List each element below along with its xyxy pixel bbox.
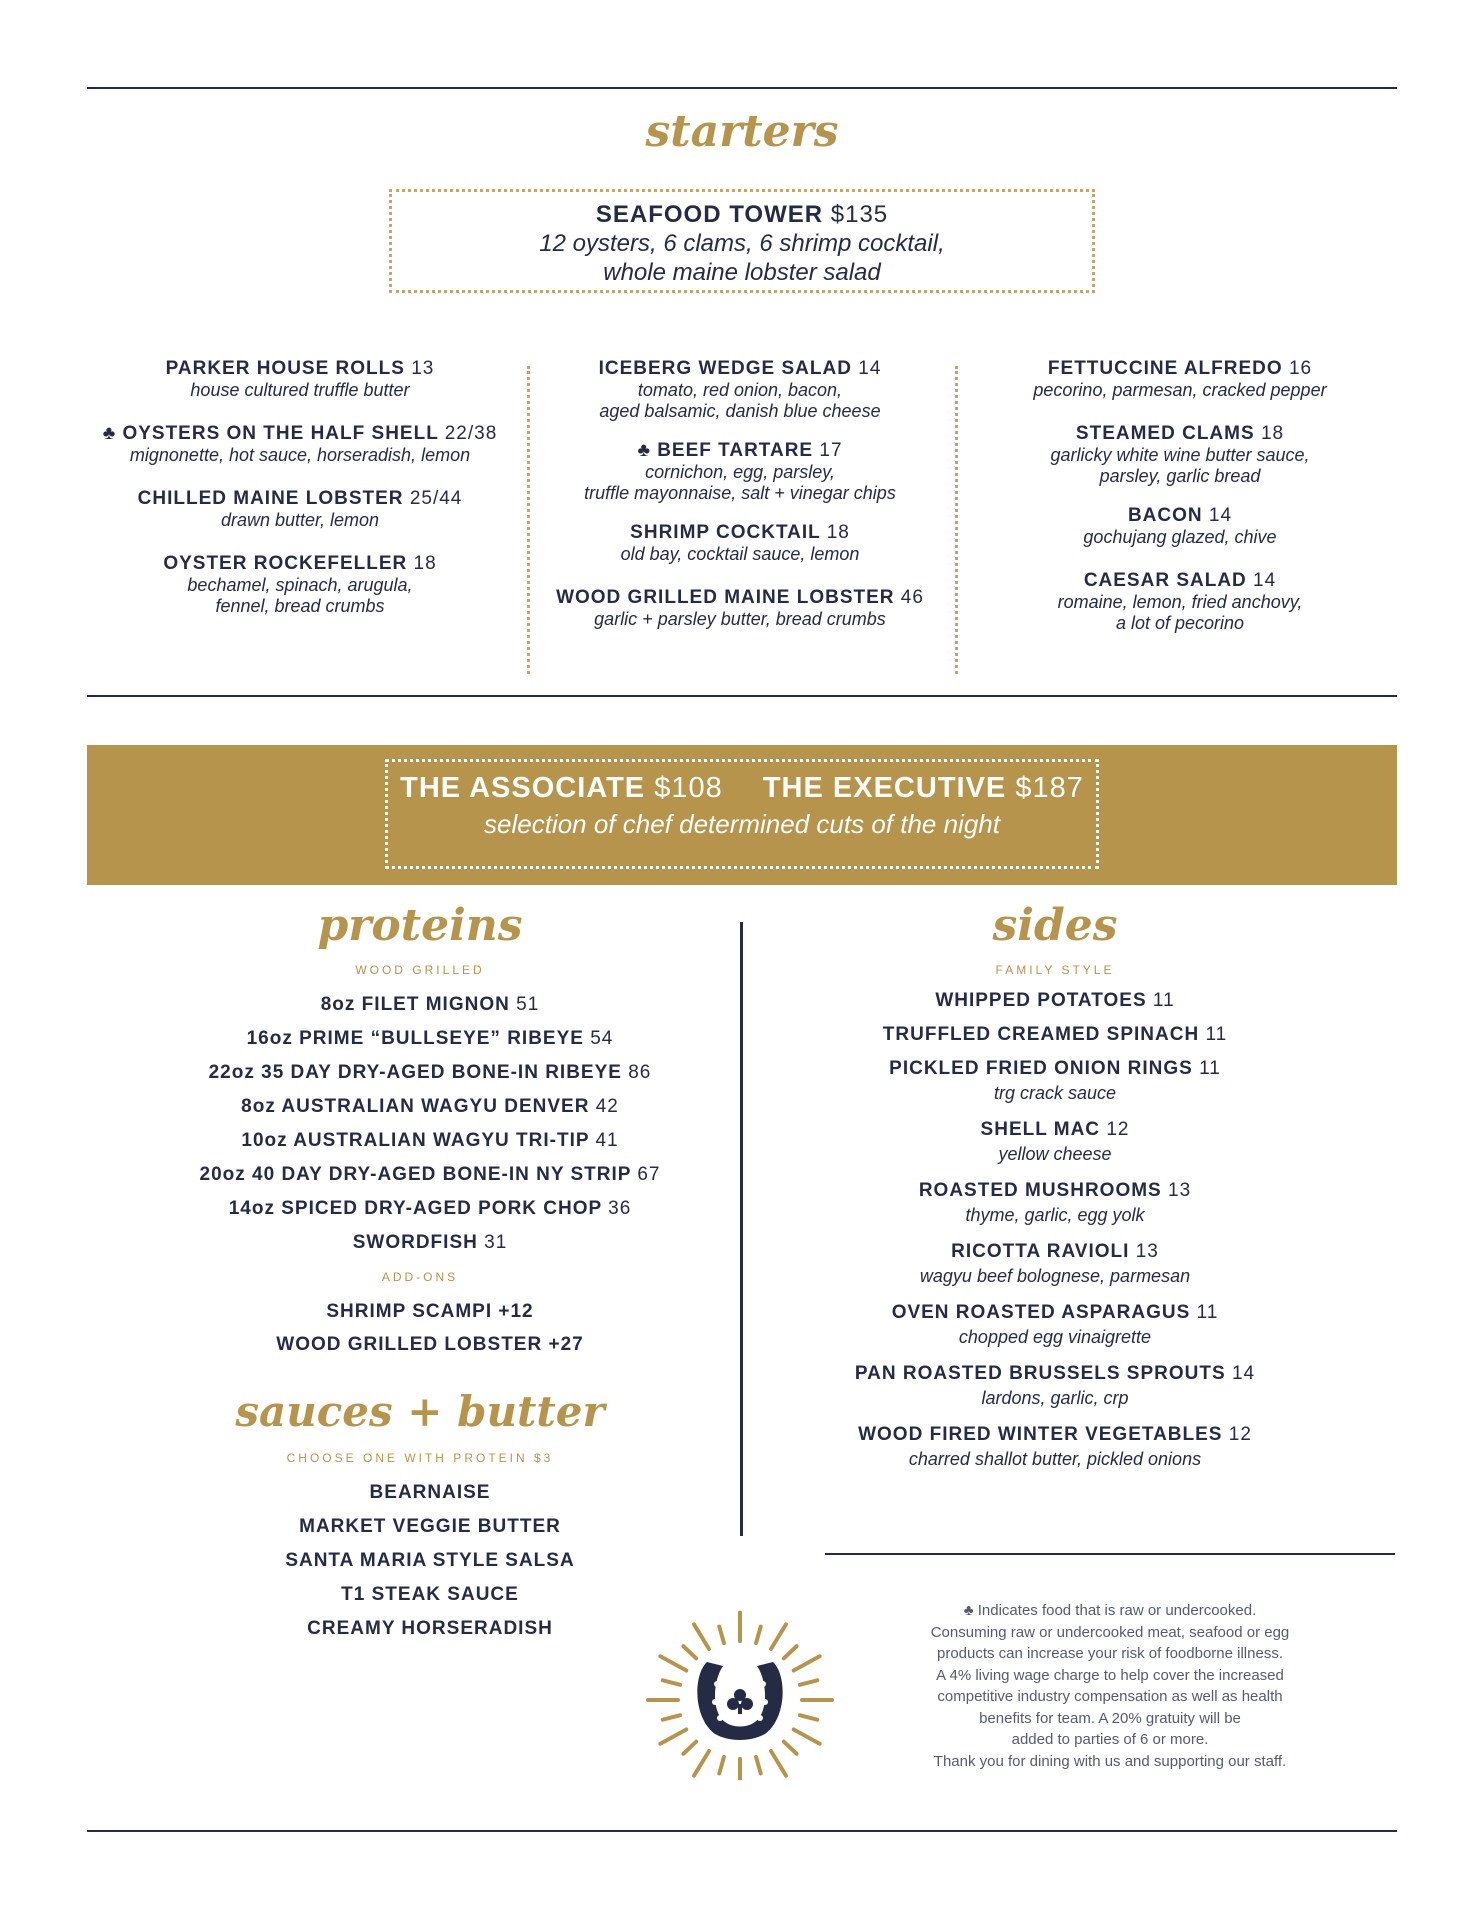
side-item (805, 1056, 1305, 1106)
sunburst-ray (771, 1751, 786, 1776)
side-item-price: 11 (1199, 1058, 1221, 1079)
protein-item (130, 1124, 730, 1158)
protein-item-name: 8oz AUSTRALIAN WAGYU DENVER (241, 1096, 590, 1117)
starter-item-desc: house cultured truffle butter (190, 380, 410, 400)
starter-item-title (535, 440, 945, 462)
starter-item-name: ICEBERG WEDGE SALAD (598, 358, 852, 379)
starters-column-1 (90, 358, 510, 635)
starter-item-name: ♣ OYSTERS ON THE HALF SHELL (102, 423, 439, 444)
protein-item-name: 16oz PRIME “BULLSEYE” RIBEYE (246, 1028, 584, 1049)
associate-price: $108 (654, 772, 723, 804)
disclaimer-line: A 4% living wage charge to help cover the increased (936, 1666, 1284, 1684)
starter-item-name: SHRIMP COCKTAIL (630, 522, 821, 543)
proteins-title: proteins (317, 900, 523, 951)
starter-item-desc: tomato, red onion, bacon, aged balsamic, danish blue cheese (599, 380, 881, 421)
associate-name: THE ASSOCIATE (400, 772, 646, 804)
starter-item (535, 587, 945, 630)
side-item-title (805, 1300, 1305, 1325)
starter-item-title (535, 522, 945, 544)
starter-item-name: WOOD GRILLED MAINE LOBSTER (556, 587, 895, 608)
starter-item-price: 18 (826, 522, 850, 543)
starter-item (970, 570, 1390, 634)
protein-item-name: 22oz 35 DAY DRY-AGED BONE-IN RIBEYE (208, 1062, 622, 1083)
side-item-title (805, 1178, 1305, 1203)
side-item-price: 14 (1231, 1363, 1256, 1384)
side-item-desc: chopped egg vinaigrette (958, 1327, 1152, 1347)
protein-item-name: 8oz FILET MIGNON (320, 994, 510, 1015)
starter-item-desc: old bay, cocktail sauce, lemon (620, 544, 860, 564)
disclaimer-line: benefits for team. A 20% gratuity will be (979, 1709, 1241, 1727)
addon-item: WOOD GRILLED LOBSTER +27 (276, 1334, 584, 1355)
starter-item-price: 17 (819, 440, 843, 461)
starter-item-title (90, 553, 510, 575)
protein-item (130, 1056, 730, 1090)
starter-item-title (90, 423, 510, 445)
sauce-item: CREAMY HORSERADISH (307, 1618, 553, 1639)
executive-name: THE EXECUTIVE (762, 772, 1007, 804)
disclaimer-text (860, 1600, 1360, 1772)
side-item-desc: thyme, garlic, egg yolk (965, 1205, 1145, 1225)
starter-item-title (535, 587, 945, 609)
sunburst-ray (784, 1742, 797, 1754)
side-item-title (805, 1056, 1305, 1081)
starters-title: starters (645, 106, 839, 157)
starter-item-price: 22/38 (444, 423, 498, 444)
side-item (805, 1239, 1305, 1289)
protein-item-name: SWORDFISH (352, 1232, 478, 1253)
side-item-price: 13 (1168, 1180, 1192, 1201)
starter-item-price: 18 (413, 553, 437, 574)
starters-column-3 (970, 358, 1390, 652)
sides-title: sides (992, 900, 1118, 951)
sunburst-ray (683, 1646, 696, 1658)
proteins-subtitle: WOOD GRILLED (355, 963, 485, 977)
starter-item-name: CAESAR SALAD (1083, 570, 1247, 591)
side-item-desc: trg crack sauce (993, 1083, 1117, 1103)
sunburst-ray (794, 1729, 820, 1743)
side-item-name: WHIPPED POTATOES (935, 990, 1147, 1011)
starter-item-desc: bechamel, spinach, arugula, fennel, bread crumbs (187, 575, 413, 616)
side-item (805, 1300, 1305, 1350)
protein-item (130, 1158, 730, 1192)
tasting-banner (87, 745, 1397, 885)
sauce-item: T1 STEAK SAUCE (341, 1584, 519, 1605)
starter-item-title (970, 570, 1390, 592)
starter-item-desc: cornichon, egg, parsley, truffle mayonnaise, salt + vinegar chips (584, 462, 896, 503)
tasting-banner-box (385, 759, 1099, 869)
disclaimer-line: added to parties of 6 or more. (1011, 1731, 1209, 1748)
protein-item-name: 14oz SPICED DRY-AGED PORK CHOP (228, 1198, 602, 1219)
sauces-title: sauces + butter (235, 1387, 605, 1436)
seafood-tower-desc-line2: whole maine lobster salad (603, 259, 881, 286)
sunburst-ray (660, 1656, 686, 1670)
starter-item-name: OYSTER ROCKEFELLER (163, 553, 408, 574)
addons-title: ADD-ONS (381, 1270, 459, 1284)
starter-item-desc: garlicky white wine butter sauce, parsley, garlic bread (1050, 445, 1310, 486)
side-item-name: TRUFFLED CREAMED SPINACH (882, 1024, 1200, 1045)
logo-svg (645, 1600, 835, 1780)
starter-item-name: ♣ BEEF TARTARE (637, 440, 814, 461)
sunburst-ray (771, 1624, 786, 1649)
protein-item-price: 31 (484, 1232, 508, 1253)
protein-item (130, 1226, 730, 1260)
disclaimer-divider (825, 1553, 1395, 1555)
starters-bottom-divider (87, 695, 1397, 697)
sides-list (805, 988, 1305, 1483)
addons-list (130, 1295, 730, 1361)
starters-divider-2 (955, 366, 958, 674)
protein-item (130, 1022, 730, 1056)
protein-item-price: 51 (516, 994, 540, 1015)
side-item-desc: lardons, garlic, crp (981, 1388, 1129, 1408)
addon-item: SHRIMP SCAMPI +12 (326, 1301, 534, 1322)
starter-item-title (90, 488, 510, 510)
starter-item (90, 423, 510, 466)
starter-item (535, 522, 945, 565)
starter-item-price: 46 (900, 587, 924, 608)
starter-item-desc: mignonette, hot sauce, horseradish, lemon (129, 445, 471, 465)
side-item-title (805, 1022, 1305, 1047)
starter-item (535, 440, 945, 504)
side-item-price: 11 (1152, 990, 1175, 1011)
sunburst-ray (663, 1680, 680, 1684)
protein-item-name: 20oz 40 DAY DRY-AGED BONE-IN NY STRIP (199, 1164, 632, 1185)
starter-item (90, 553, 510, 617)
protein-item-price: 41 (595, 1130, 619, 1151)
starter-item-price: 13 (411, 358, 435, 379)
starter-item-price: 18 (1260, 423, 1285, 444)
side-item-name: WOOD FIRED WINTER VEGETABLES (858, 1424, 1223, 1445)
starter-item (970, 505, 1390, 548)
sunburst-ray (784, 1646, 797, 1658)
starter-item-name: CHILLED MAINE LOBSTER (137, 488, 404, 509)
side-item-name: SHELL MAC (980, 1119, 1101, 1140)
side-item-price: 11 (1205, 1024, 1228, 1045)
sunburst-ray (756, 1627, 761, 1644)
sunburst-ray (756, 1757, 761, 1774)
disclaimer-line: Consuming raw or undercooked meat, seafood or egg (930, 1623, 1290, 1641)
side-item-title (805, 1239, 1305, 1264)
starter-item-title (970, 505, 1390, 527)
starter-item-desc: gochujang glazed, chive (1083, 527, 1277, 547)
protein-item-price: 86 (628, 1062, 652, 1083)
starter-item (970, 423, 1390, 487)
protein-item-price: 42 (595, 1096, 619, 1117)
disclaimer-line: ♣ Indicates food that is raw or undercooked. (963, 1602, 1257, 1619)
protein-item-price: 36 (608, 1198, 632, 1219)
starter-item (90, 488, 510, 531)
sunburst-ray (694, 1751, 709, 1776)
disclaimer-line: Thank you for dining with us and supporting our staff. (933, 1752, 1287, 1770)
starter-item-name: STEAMED CLAMS (1075, 423, 1255, 444)
starter-item (90, 358, 510, 401)
starter-item-desc: drawn butter, lemon (220, 510, 380, 530)
bottom-divider (87, 1830, 1397, 1832)
sides-subtitle: FAMILY STYLE (995, 963, 1115, 977)
starter-item-name: FETTUCCINE ALFREDO (1047, 358, 1283, 379)
side-item (805, 1178, 1305, 1228)
sunburst-ray (794, 1656, 820, 1670)
side-item (805, 1022, 1305, 1047)
protein-item (130, 988, 730, 1022)
side-item-name: PAN ROASTED BRUSSELS SPROUTS (854, 1363, 1226, 1384)
starter-item-title (970, 358, 1390, 380)
side-item-title (805, 1117, 1305, 1142)
disclaimer-line: competitive industry compensation as well as health (937, 1688, 1283, 1705)
starter-item-price: 14 (1253, 570, 1277, 591)
starter-item-title (535, 358, 945, 380)
sauces-subtitle: CHOOSE ONE WITH PROTEIN $3 (286, 1451, 554, 1465)
side-item (805, 1361, 1305, 1411)
side-item-price: 12 (1106, 1119, 1130, 1140)
executive-price: $187 (1015, 772, 1084, 804)
starter-item-title (970, 423, 1390, 445)
sauce-item: SANTA MARIA STYLE SALSA (285, 1550, 575, 1571)
starter-item (535, 358, 945, 422)
side-item-price: 11 (1196, 1302, 1219, 1323)
side-item-desc: charred shallot butter, pickled onions (908, 1449, 1202, 1469)
starter-item (970, 358, 1390, 401)
seafood-tower-box (389, 189, 1095, 293)
starter-item-name: BACON (1127, 505, 1203, 526)
sunburst-ray (663, 1715, 680, 1719)
side-item-price: 12 (1228, 1424, 1252, 1445)
sunburst-ray (800, 1680, 817, 1684)
side-item-desc: yellow cheese (998, 1144, 1112, 1164)
side-item-name: RICOTTA RAVIOLI (951, 1241, 1130, 1262)
side-item (805, 1117, 1305, 1167)
starter-item-desc: pecorino, parmesan, cracked pepper (1033, 380, 1327, 400)
top-divider (87, 87, 1397, 89)
horseshoe-club-sunburst-icon (645, 1600, 835, 1780)
seafood-tower-desc-line1: 12 oysters, 6 clams, 6 shrimp cocktail, (539, 230, 945, 257)
banner-subtitle: selection of chef determined cuts of the night (484, 809, 1000, 839)
starters-divider-1 (527, 366, 530, 674)
starter-item-price: 25/44 (409, 488, 463, 509)
side-item-name: OVEN ROASTED ASPARAGUS (891, 1302, 1191, 1323)
center-divider (740, 922, 743, 1536)
starter-item-desc: romaine, lemon, fried anchovy, a lot of pecorino (1057, 592, 1303, 633)
protein-item (130, 1192, 730, 1226)
starter-item-desc: garlic + parsley butter, bread crumbs (594, 609, 886, 629)
side-item (805, 1422, 1305, 1472)
starter-item-name: PARKER HOUSE ROLLS (165, 358, 405, 379)
side-item-name: PICKLED FRIED ONION RINGS (889, 1058, 1193, 1079)
seafood-tower-name: SEAFOOD TOWER (595, 201, 824, 228)
sauce-item: MARKET VEGGIE BUTTER (299, 1516, 561, 1537)
side-item (805, 988, 1305, 1013)
sauces-list (130, 1476, 730, 1646)
sunburst-ray (800, 1715, 817, 1719)
starter-item-title (90, 358, 510, 380)
side-item-title (805, 1422, 1305, 1447)
protein-item-price: 54 (590, 1028, 614, 1049)
sunburst-ray (719, 1627, 724, 1644)
sunburst-ray (660, 1729, 686, 1743)
sunburst-ray (694, 1624, 709, 1649)
side-item-price: 13 (1135, 1241, 1159, 1262)
starter-item-price: 14 (858, 358, 882, 379)
sunburst-ray (683, 1742, 696, 1754)
side-item-title (805, 1361, 1305, 1386)
proteins-list (130, 988, 730, 1260)
starters-column-2 (535, 358, 945, 652)
sunburst-ray (719, 1757, 724, 1774)
side-item-name: ROASTED MUSHROOMS (918, 1180, 1162, 1201)
sauce-item: BEARNAISE (369, 1482, 491, 1503)
seafood-tower-price: $135 (830, 201, 889, 228)
starter-item-price: 16 (1288, 358, 1313, 379)
side-item-title (805, 988, 1305, 1013)
protein-item-name: 10oz AUSTRALIAN WAGYU TRI-TIP (241, 1130, 590, 1151)
protein-item-price: 67 (637, 1164, 661, 1185)
disclaimer-line: products can increase your risk of foodborne illness. (936, 1645, 1283, 1662)
protein-item (130, 1090, 730, 1124)
side-item-desc: wagyu beef bolognese, parmesan (919, 1266, 1191, 1286)
starter-item-price: 14 (1208, 505, 1233, 526)
